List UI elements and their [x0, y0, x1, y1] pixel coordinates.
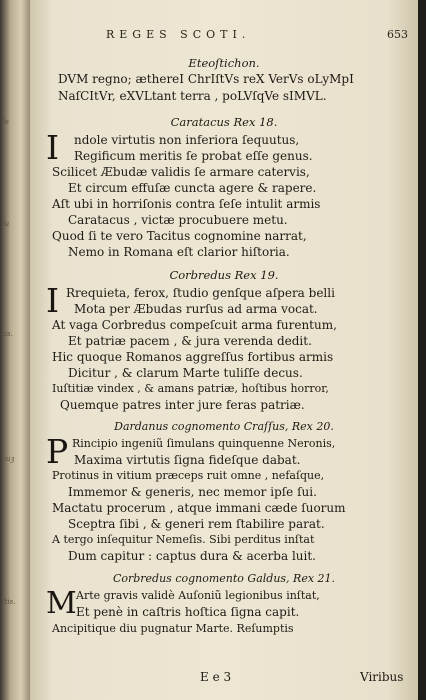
verse-line: Et circum effuſæ cuncta agere & rapere. — [68, 181, 317, 195]
verse-line: Regificum meritis ſe probat eſſe genus. — [74, 149, 313, 163]
section-heading: Dardanus cognomento Craſſus, Rex 20. — [114, 420, 334, 433]
verse-line: Aſt ubi in horriſonis contra ſeſe intulit armis — [52, 197, 321, 211]
drop-cap: I — [46, 281, 60, 320]
verse-line: Immemor & generis, nec memor ipſe ſui. — [68, 485, 317, 499]
margin-fragment: ſtis. — [2, 598, 16, 606]
verse-line: Maxima virtutis ſigna fideſque dabat. — [74, 453, 301, 467]
verse-line: Et penè in caſtris hoſtica ſigna capit. — [76, 605, 300, 619]
verse-line: Et patriæ pacem , & jura verenda dedit. — [68, 334, 312, 348]
verse-line: Scilicet Æbudæ validis ſe armare catervis, — [52, 165, 310, 179]
verse-line: Ancipitique diu pugnatur Marte. Reſumptis — [52, 622, 294, 635]
verse-line: Iuſtitiæ vindex , & amans patriæ, hoſtibus horror, — [52, 382, 329, 395]
verse-line: A tergo inſequitur Nemeſis. Sibi perditus inſtat — [52, 533, 315, 546]
verse-line: Dicitur , & clarum Marte tuliſſe decus. — [68, 366, 303, 380]
verse-line: Caratacus , victæ procubuere metu. — [68, 213, 288, 227]
section-heading: Corbredus cognomento Galdus, Rex 21. — [112, 572, 336, 585]
catchword: Viribus — [360, 670, 404, 684]
verse-line: Quod ſi te vero Tacitus cognomine narrat, — [52, 229, 307, 243]
verse-line: Dum capitur : captus dura & acerba luit. — [68, 549, 316, 563]
verse-line: Arte gravis validè Auſoniũ legionibus inſtat, — [76, 589, 320, 602]
verse-line: Rincipio ingeniũ ſimulans quinquenne Neronis, — [72, 437, 336, 450]
verse-line: NaſCItVr, eXVLtant terra , poLVſqVe sIMVL. — [58, 89, 327, 103]
section-heading: Caratacus Rex 18. — [170, 115, 278, 129]
verse-line: DVM regno; æthereI ChrIſtVs reX VerVs oLyMpI — [58, 72, 354, 86]
signature-mark: E e 3 — [200, 670, 232, 684]
drop-cap: P — [46, 432, 69, 471]
margin-fragment: tis. — [2, 330, 13, 338]
margin-fragment: ſu — [2, 220, 10, 228]
margin-fragment: cuꝫ — [2, 455, 15, 463]
section-heading: Corbredus Rex 19. — [169, 268, 279, 282]
drop-cap: I — [46, 128, 60, 167]
adjacent-page-edge — [0, 0, 30, 700]
verse-line: Sceptra ſibi , & generi rem ſtabilire parat. — [68, 517, 325, 531]
running-title: REGES SCOTI. — [106, 28, 251, 41]
verse-line: Quemque patres inter jure feras patriæ. — [60, 398, 305, 412]
background-edge — [418, 0, 426, 700]
verse-line: Protinus in vitium præceps ruit omne , nefaſque, — [52, 469, 325, 482]
book-page — [30, 0, 418, 700]
verse-line: Mactatu procerum , atque immani cæde ſuorum — [52, 501, 346, 515]
verse-line: Hic quoque Romanos aggreſſus fortibus armis — [52, 350, 334, 364]
verse-line: Nemo in Romana eſt clarior hiſtoria. — [68, 245, 290, 259]
section-heading: Eteoſtichon. — [188, 56, 260, 70]
verse-line: Mota per Æbudas rurſus ad arma vocat. — [74, 302, 318, 316]
verse-line: At vaga Corbredus compeſcuit arma furentum, — [52, 318, 337, 332]
verse-line: Rrequieta, ferox, ſtudio genſque aſpera belli — [66, 286, 335, 300]
drop-cap: M — [46, 586, 77, 621]
margin-fragment: ſe — [2, 118, 9, 126]
verse-line: ndole virtutis non inferiora ſequutus, — [74, 133, 300, 147]
page-number: 653 — [387, 28, 408, 41]
running-header — [30, 28, 418, 44]
